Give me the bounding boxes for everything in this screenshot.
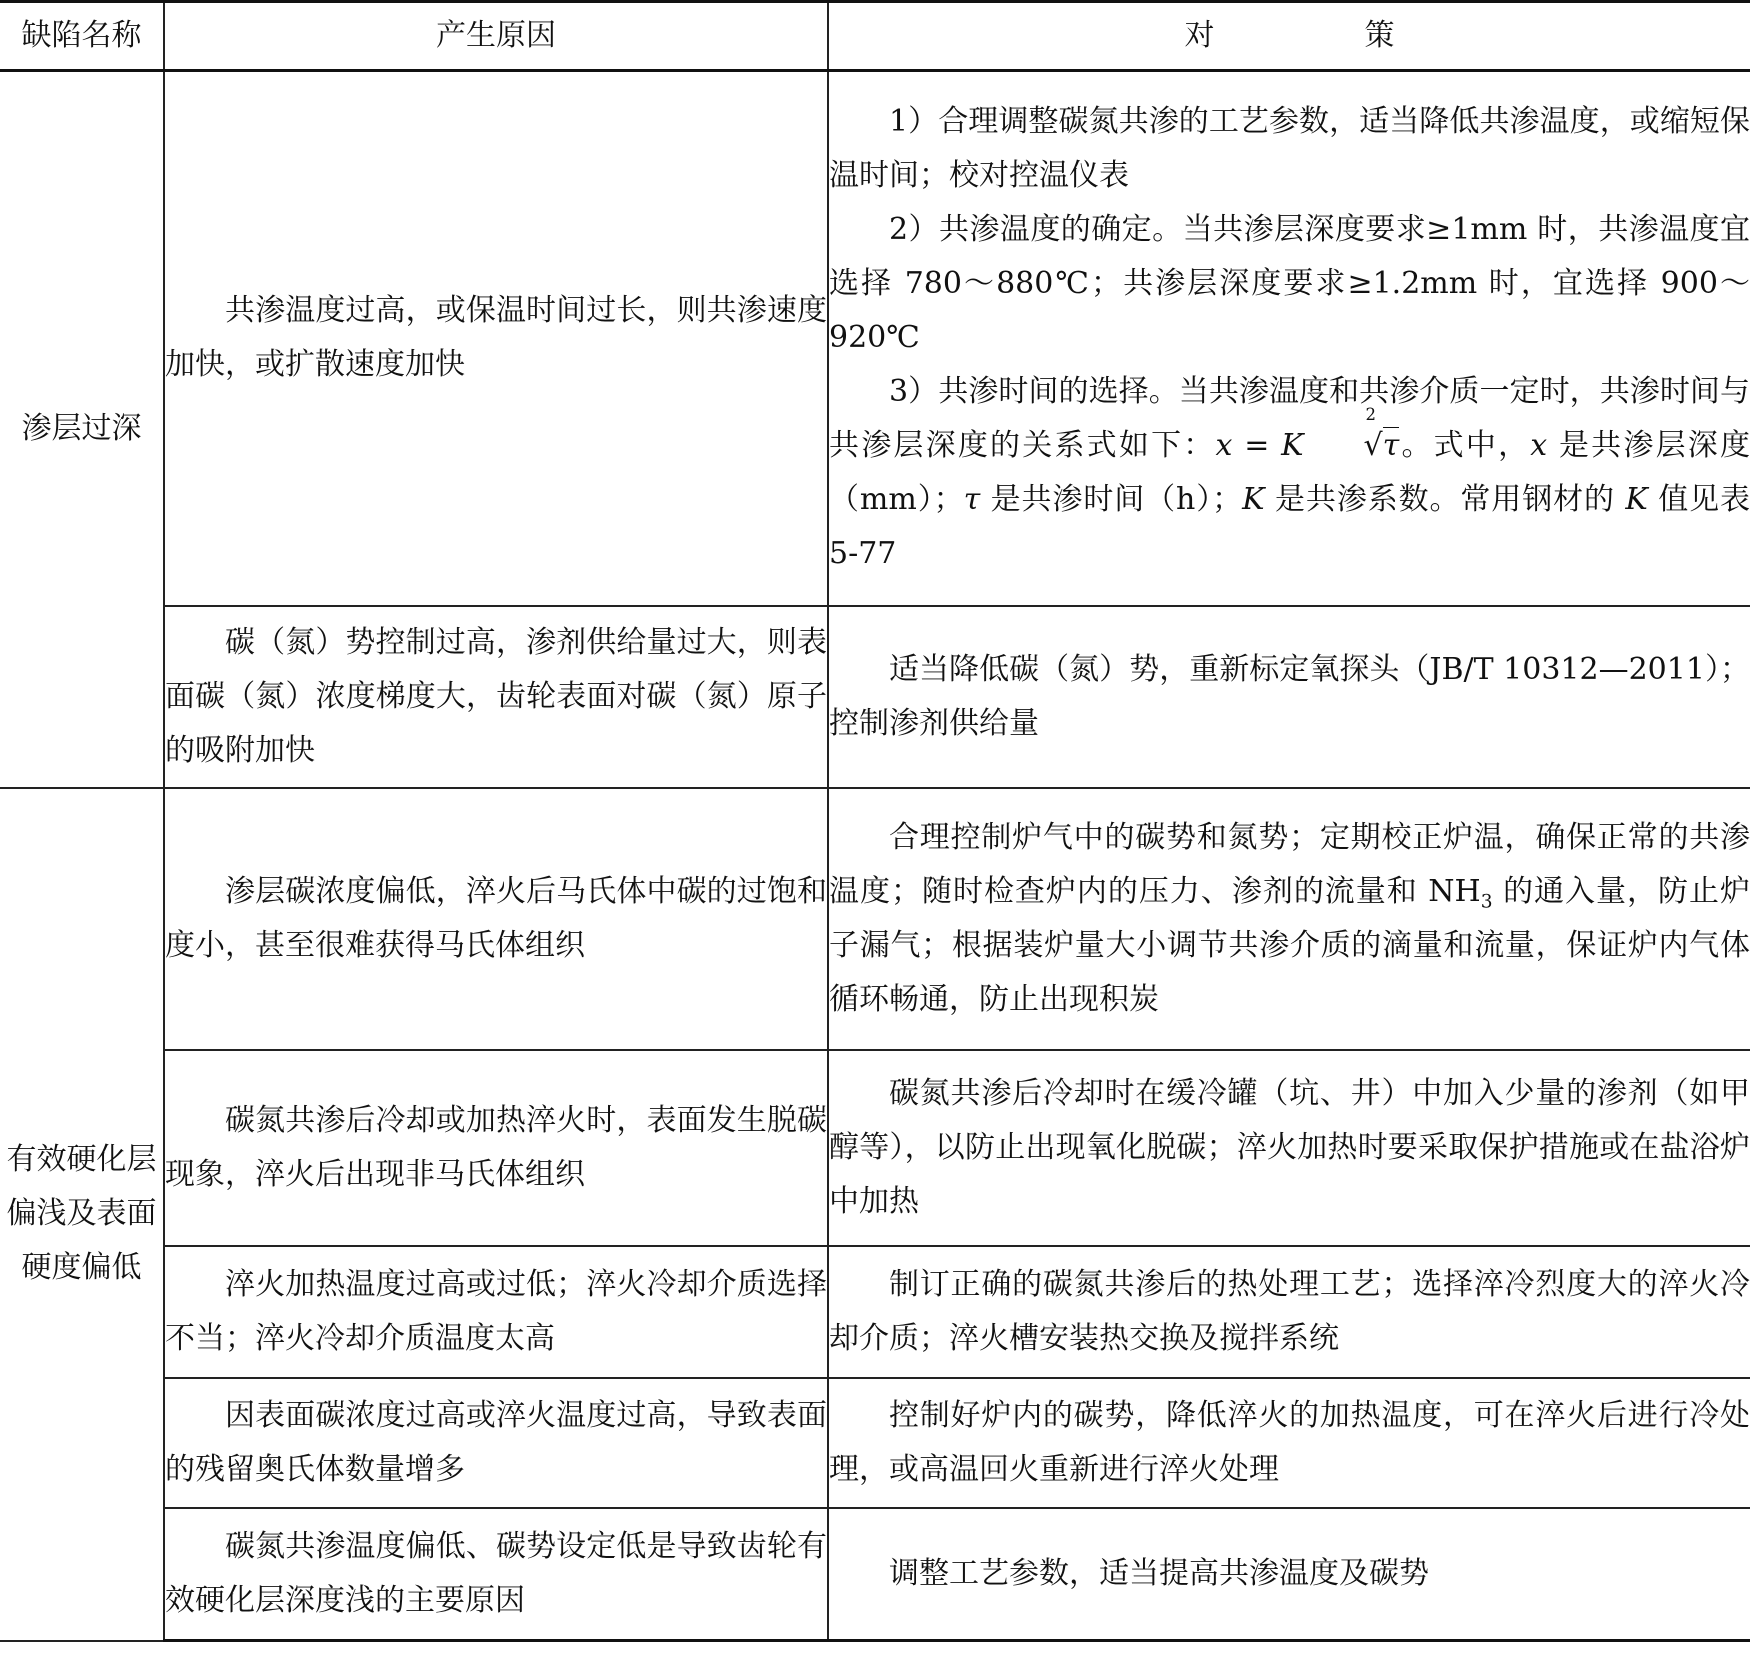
measure-cell <box>828 606 1750 788</box>
cause-text: 共渗温度过高，或保温时间过长，则共渗速度加快，或扩散速度加快 <box>165 293 827 383</box>
defect-name: 渗层过深 <box>0 71 164 788</box>
cause-text: 碳氮共渗后冷却或加热淬火时，表面发生脱碳现象，淬火后出现非马氏体组织 <box>165 1102 827 1192</box>
cause-cell <box>164 1050 828 1246</box>
table-row <box>0 1378 1750 1508</box>
cause-text: 因表面碳浓度过高或淬火温度过高，导致表面的残留奥氏体数量增多 <box>165 1397 827 1487</box>
cause-text: 碳（氮）势控制过高，渗剂供给量过大，则表面碳（氮）浓度梯度大，齿轮表面对碳（氮）原子的吸附加快 <box>165 624 827 768</box>
header-defect-name: 缺陷名称 <box>0 2 164 71</box>
cause-cell <box>164 788 828 1050</box>
cause-text: 碳氮共渗温度偏低、碳势设定低是导致齿轮有效硬化层深度浅的主要原因 <box>165 1528 827 1618</box>
table-row <box>0 1508 1750 1641</box>
cause-cell <box>164 71 828 606</box>
measure-cell <box>828 1246 1750 1378</box>
header-cause: 产生原因 <box>164 2 828 71</box>
table-row <box>0 788 1750 1050</box>
header-measures-char1: 对 <box>1184 18 1215 53</box>
defect-name: 有效硬化层偏浅及表面硬度偏低 <box>0 788 164 1641</box>
measure-text: 调整工艺参数，适当提高共渗温度及碳势 <box>889 1555 1429 1591</box>
cause-cell <box>164 1508 828 1641</box>
measure-cell <box>828 1050 1750 1246</box>
measure-item-1: 1）合理调整碳氮共渗的工艺参数，适当降低共渗温度，或缩短保温时间；校对控温仪表 <box>829 104 1750 194</box>
table-header-row <box>0 2 1750 71</box>
measure-text: 控制好炉内的碳势，降低淬火的加热温度，可在淬火后进行冷处理，或高温回火重新进行淬火处理 <box>829 1397 1750 1487</box>
cause-cell <box>164 1246 828 1378</box>
header-measures <box>828 2 1750 71</box>
table-row <box>0 71 1750 606</box>
measure-cell <box>828 71 1750 606</box>
measure-cell <box>828 788 1750 1050</box>
measure-cell <box>828 1508 1750 1641</box>
table-row <box>0 1246 1750 1378</box>
measure-cell <box>828 1378 1750 1508</box>
measure-text: 碳氮共渗后冷却时在缓冷罐（坑、井）中加入少量的渗剂（如甲醇等），以防止出现氧化脱碳；淬火加热时要采取保护措施或在盐浴炉中加热 <box>829 1075 1750 1219</box>
depth-formula: x = K 2 √τ <box>1215 405 1400 464</box>
cause-cell <box>164 606 828 788</box>
measure-item-3: 3）共渗时间的选择。当共渗温度和共渗介质一定时，共渗时间与共渗层深度的关系式如下：x = K 2 √τ。式中，x 是共渗层深度（mm）；τ 是共渗时间（h）；K 是共渗系数。常用钢材的 K 值见表 5-77 <box>829 374 1750 572</box>
measure-text: 合理控制炉气中的碳势和氮势；定期校正炉温，确保正常的共渗温度；随时检查炉内的压力、渗剂的流量和 $NH_3$ 的通入量，防止炉子漏气；根据装炉量大小调节共渗介质的滴量和流量，保证炉内气体循环畅通，防止出现积炭 <box>829 819 1750 1017</box>
cause-text: 淬火加热温度过高或过低；淬火冷却介质选择不当；淬火冷却介质温度太高 <box>165 1266 827 1356</box>
measure-item-2: 2）共渗温度的确定。当共渗层深度要求≥1mm 时，共渗温度宜选择 780～880℃；共渗层深度要求≥1.2mm 时，宜选择 900～920℃ <box>829 212 1750 356</box>
header-measures-char2: 策 <box>1364 18 1395 53</box>
measure-text: 适当降低碳（氮）势，重新标定氧探头（JB/T 10312—2011）；控制渗剂供给量 <box>829 651 1750 741</box>
measure-text: 制订正确的碳氮共渗后的热处理工艺；选择淬冷烈度大的淬火冷却介质；淬火槽安装热交换及搅拌系统 <box>829 1266 1750 1356</box>
table-row <box>0 1050 1750 1246</box>
table-row <box>0 606 1750 788</box>
cause-text: 渗层碳浓度偏低，淬火后马氏体中碳的过饱和度小，甚至很难获得马氏体组织 <box>165 873 827 963</box>
cause-cell <box>164 1378 828 1508</box>
